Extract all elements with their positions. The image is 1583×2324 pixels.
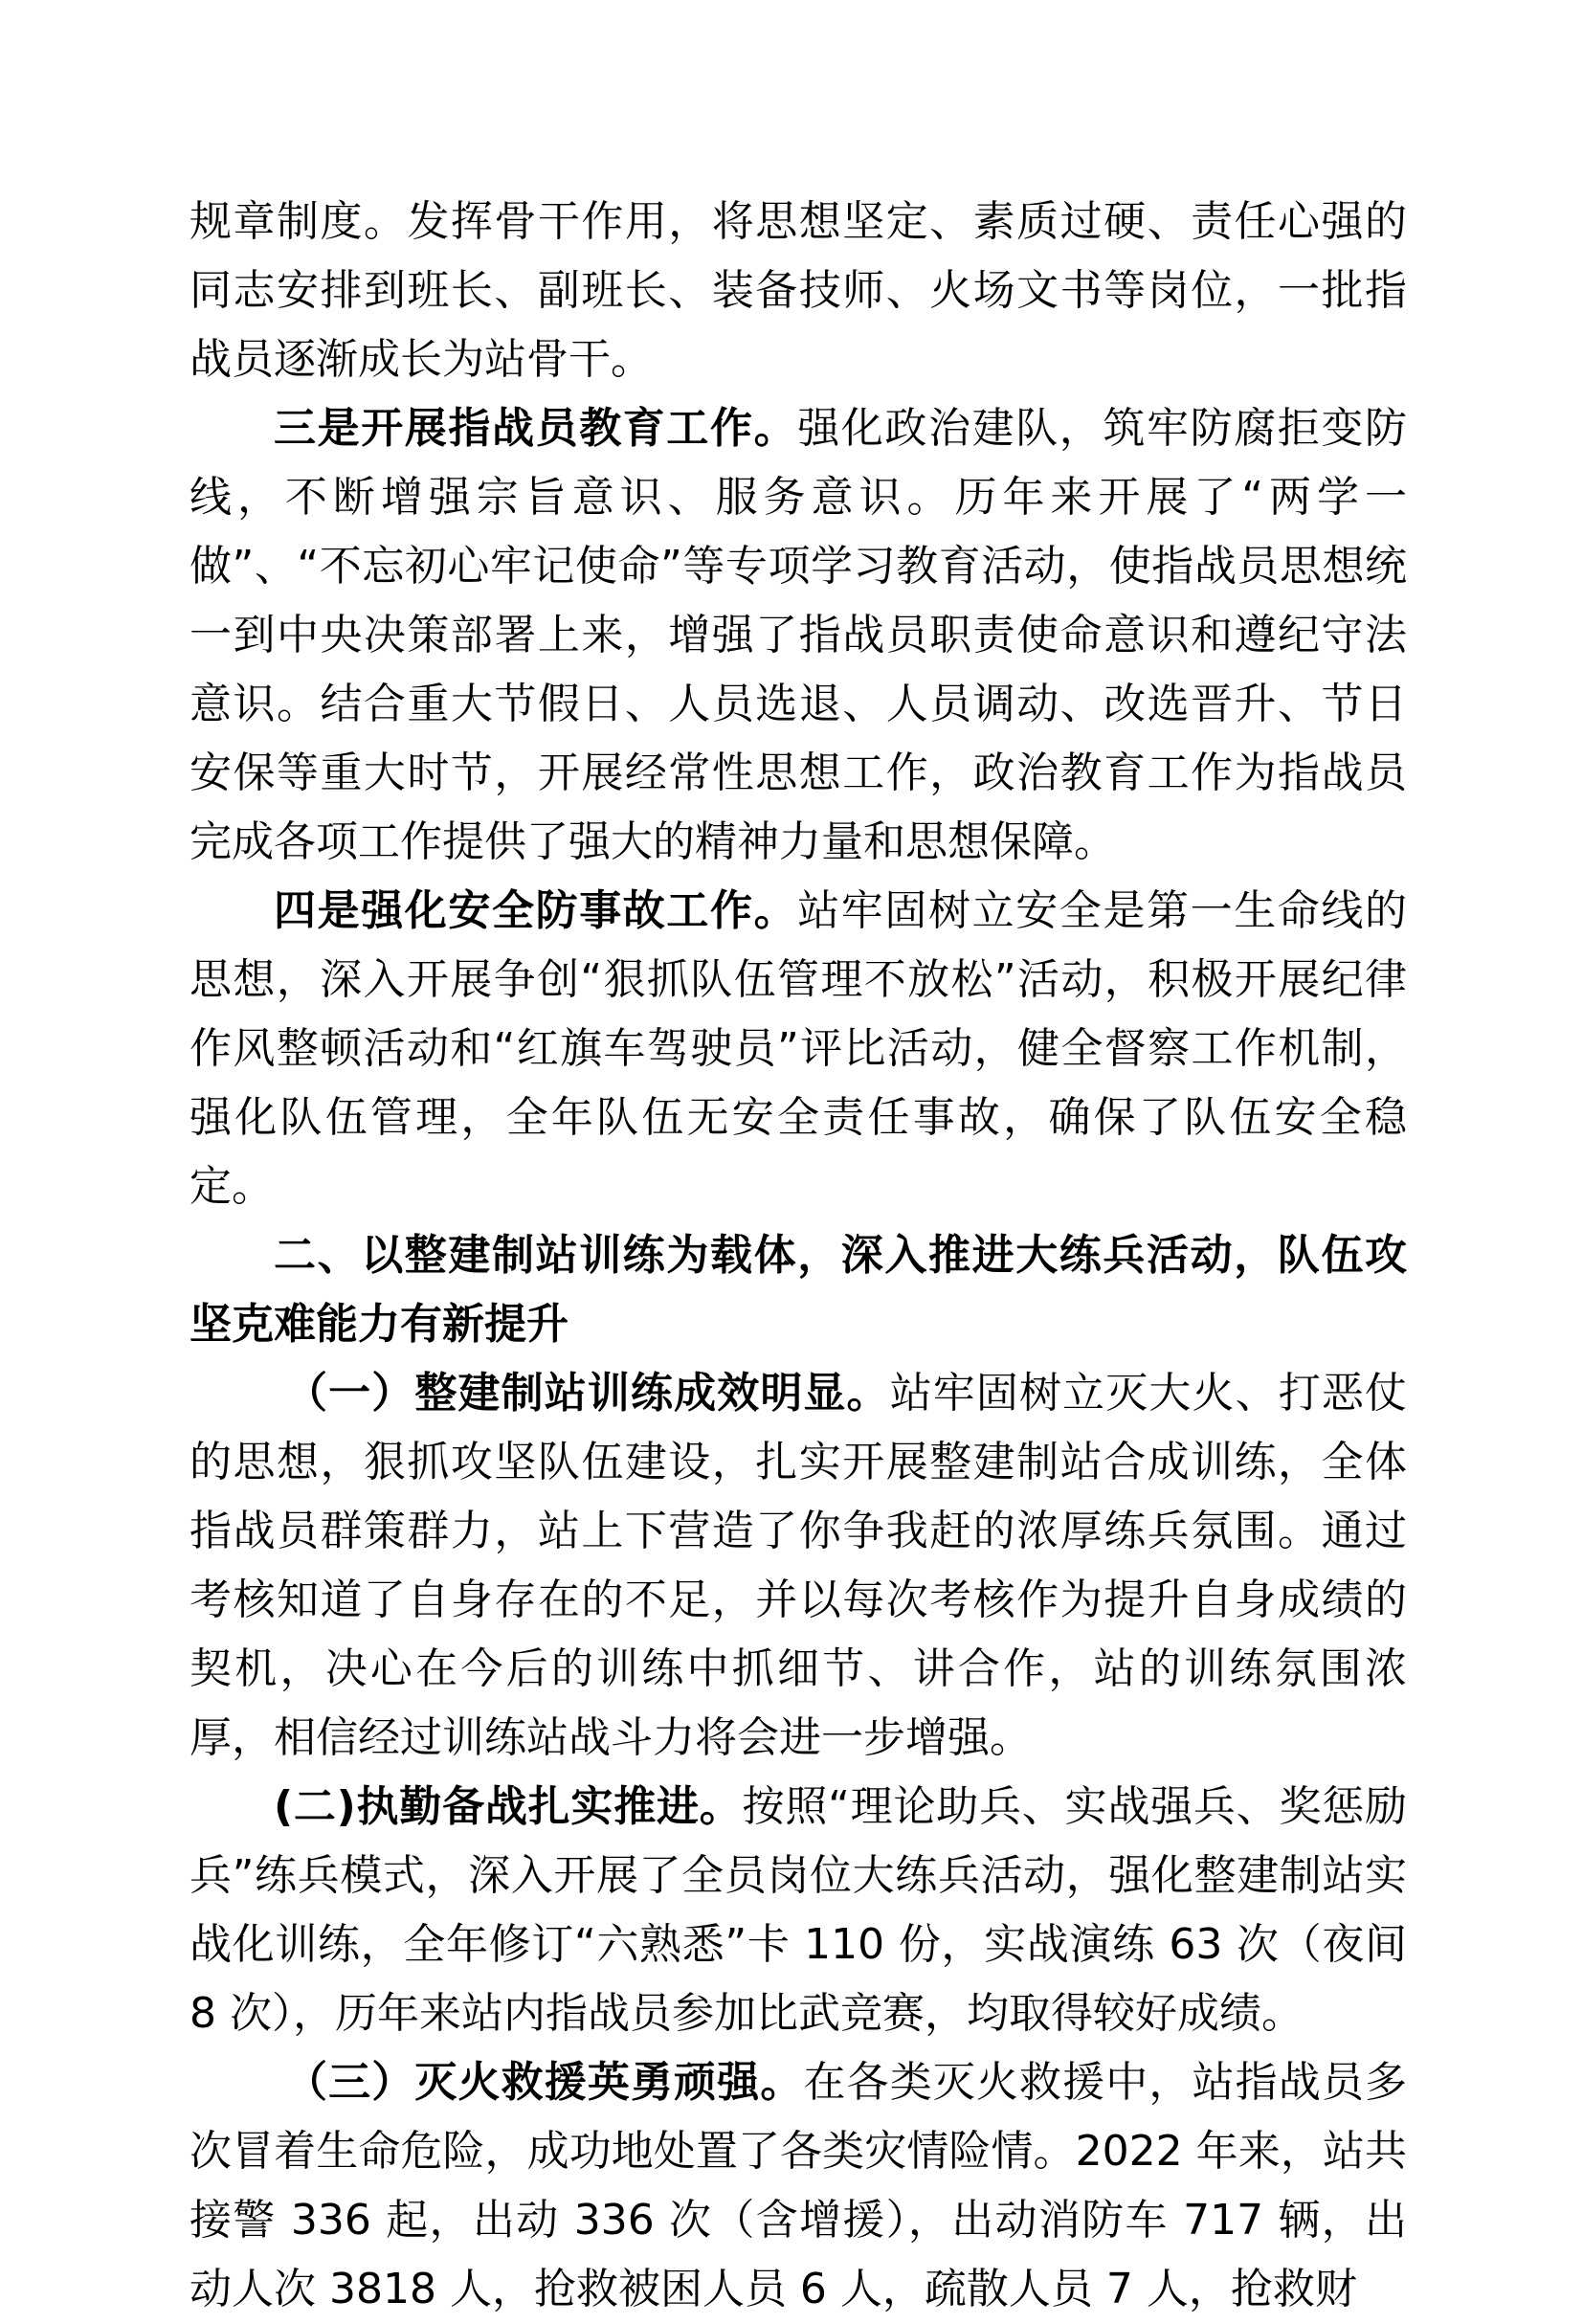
paragraph-duty xyxy=(190,1773,1407,2048)
paragraph-education xyxy=(190,394,1407,877)
document-page xyxy=(190,188,1407,2324)
paragraph-text: 规章制度。发挥骨干作用，将思想坚定、素质过硬、责任心强的同志安排到班长、副班长、装备技师、火场文书等岗位，一批指战员逐渐成长为站骨干。 xyxy=(190,197,1407,384)
paragraph-lead: 三是开展指战员教育工作。 xyxy=(274,404,798,453)
section-heading-2 xyxy=(190,1221,1407,1359)
paragraph-lead: (二)执勤备战扎实推进。 xyxy=(274,1782,743,1831)
paragraph-lead: （一）整建制站训练成效明显。 xyxy=(285,1369,890,1418)
section-heading-text: 二、以整建制站训练为载体，深入推进大练兵活动，队伍攻坚克难能力有新提升 xyxy=(190,1231,1407,1349)
paragraph-text: 强化政治建队，筑牢防腐拒变防线，不断增强宗旨意识、服务意识。历年来开展了“两学一做”、“不忘初心牢记使命”等专项学习教育活动，使指战员思想统一到中央决策部署上来，增强了指战员职责使命意识和遵纪守法意识。结合重大节假日、人员选退、人员调动、改选晋升、节日安保等重大时节，开展经常性思想工作，政治教育工作为指战员完成各项工作提供了强大的精神力量和思想保障。 xyxy=(190,404,1408,866)
paragraph-safety xyxy=(190,877,1407,1221)
paragraph-rescue xyxy=(190,2048,1407,2324)
paragraph-text: 按照“理论助兵、实战强兵、奖惩励兵”练兵模式，深入开展了全员岗位大练兵活动，强化整建制站实战化训练，全年修订“六熟悉”卡 110 份，实战演练 63 次（夜间 8 次），历年来站内指战员参加比武竞赛，均取得较好成绩。 xyxy=(190,1782,1407,2038)
paragraph-training xyxy=(190,1359,1407,1773)
paragraph-lead: （三）灭火救援英勇顽强。 xyxy=(285,2058,804,2107)
paragraph-text: 站牢固树立安全是第一生命线的思想，深入开展争创“狠抓队伍管理不放松”活动，积极开展纪律作风整顿活动和“红旗车驾驶员”评比活动，健全督察工作机制，强化队伍管理，全年队伍无安全责任事故，确保了队伍安全稳定。 xyxy=(190,886,1408,1211)
paragraph-text: 在各类灭火救援中，站指战员多次冒着生命危险，成功地处置了各类灾情险情。2022 年来，站共接警 336 起，出动 336 次（含增援），出动消防车 717 辆，出动人次 3818 人，抢救被困人员 6 人，疏散人员 7 人，抢救财 xyxy=(190,2058,1408,2313)
paragraph-text: 站牢固树立灭大火、打恶仗的思想，狠抓攻坚队伍建设，扎实开展整建制站合成训练，全体指战员群策群力，站上下营造了你争我赶的浓厚练兵氛围。通过考核知道了自身存在的不足，并以每次考核作为提升自身成绩的契机，决心在今后的训练中抓细节、讲合作，站的训练氛围浓厚，相信经过训练站战斗力将会进一步增强。 xyxy=(190,1369,1408,1762)
paragraph-regulations xyxy=(190,188,1407,394)
paragraph-lead: 四是强化安全防事故工作。 xyxy=(274,886,798,935)
